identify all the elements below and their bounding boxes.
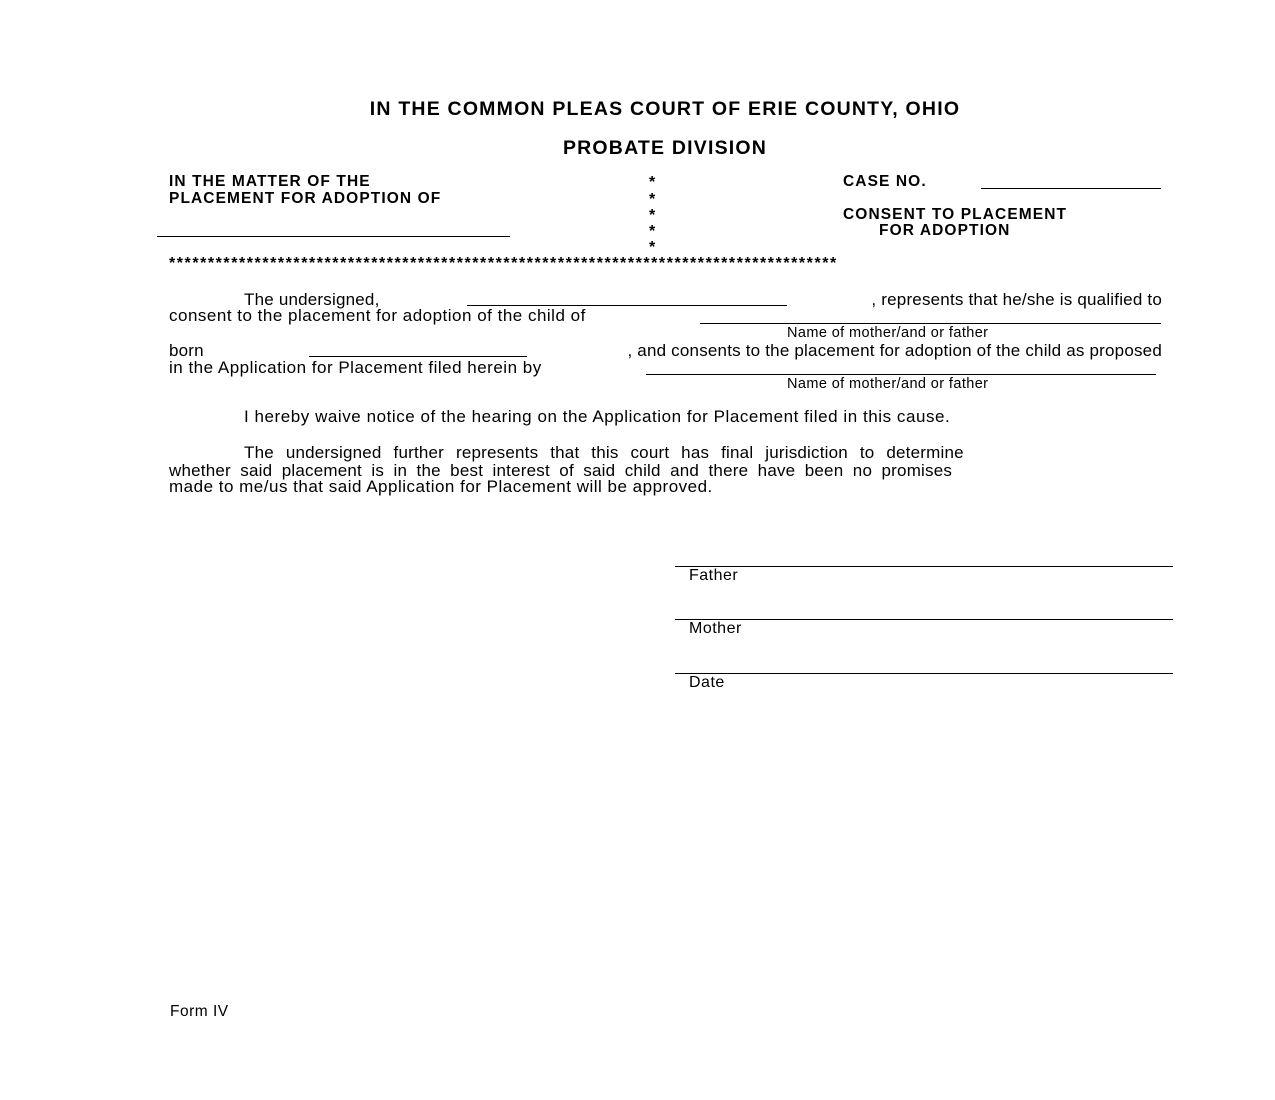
doc-title-line-1: CONSENT TO PLACEMENT — [843, 206, 1068, 223]
case-no-label: CASE NO. — [843, 173, 927, 190]
matter-line-1: IN THE MATTER OF THE — [169, 173, 371, 190]
division-title: PROBATE DIVISION — [562, 137, 768, 159]
birth-date-blank — [309, 341, 527, 357]
case-no-line — [981, 188, 1161, 189]
caption-star: * — [649, 174, 656, 191]
caption-star: * — [649, 223, 656, 240]
father-label: Father — [689, 567, 739, 584]
p3-line-1 — [244, 443, 1162, 463]
name-label-2: Name of mother/and or father — [787, 376, 989, 392]
caption-star: * — [649, 191, 656, 208]
p1-line-4: in the Application for Placement filed herein by — [169, 358, 542, 377]
parent-name-line-2 — [646, 374, 1156, 375]
p1-after-blank-text: , represents that he/she is qualified to — [871, 290, 1162, 309]
court-title: IN THE COMMON PLEAS COURT OF ERIE COUNTY, OHIO — [369, 98, 961, 120]
mother-label: Mother — [689, 620, 742, 637]
name-label-1: Name of mother/and or father — [787, 325, 989, 341]
parent-name-line-1 — [700, 323, 1161, 324]
waiver-paragraph: I hereby waive notice of the hearing on the Application for Placement filed in this cause. — [244, 407, 951, 426]
p3-line-1-text: The undersigned further represents that this court has final jurisdiction to determine — [244, 443, 964, 462]
star-divider: ************************************************************************************** — [169, 255, 838, 272]
doc-title-line-2: FOR ADOPTION — [879, 222, 1011, 239]
caption-star: * — [649, 207, 656, 224]
child-name-line — [157, 236, 510, 237]
p3-line-2-text: whether said placement is in the best interest of said child and there have been no promises — [169, 461, 953, 480]
born-text: born — [169, 341, 204, 360]
mother-signature-line — [675, 619, 1173, 620]
undersigned-name-blank — [467, 290, 787, 306]
date-signature-line — [675, 673, 1173, 674]
p1-start-text: The undersigned, — [244, 290, 380, 309]
p1-line-2: consent to the placement for adoption of the child of — [169, 306, 586, 325]
p3-line-3: made to me/us that said Application for Placement will be approved. — [169, 477, 713, 496]
p1-line-3-rest: , and consents to the placement for adoption of the child as proposed — [627, 341, 1162, 360]
matter-line-2: PLACEMENT FOR ADOPTION OF — [169, 190, 442, 207]
caption-star: * — [649, 239, 656, 256]
date-label: Date — [689, 674, 725, 691]
form-id: Form IV — [170, 1003, 229, 1020]
father-signature-line — [675, 566, 1173, 567]
